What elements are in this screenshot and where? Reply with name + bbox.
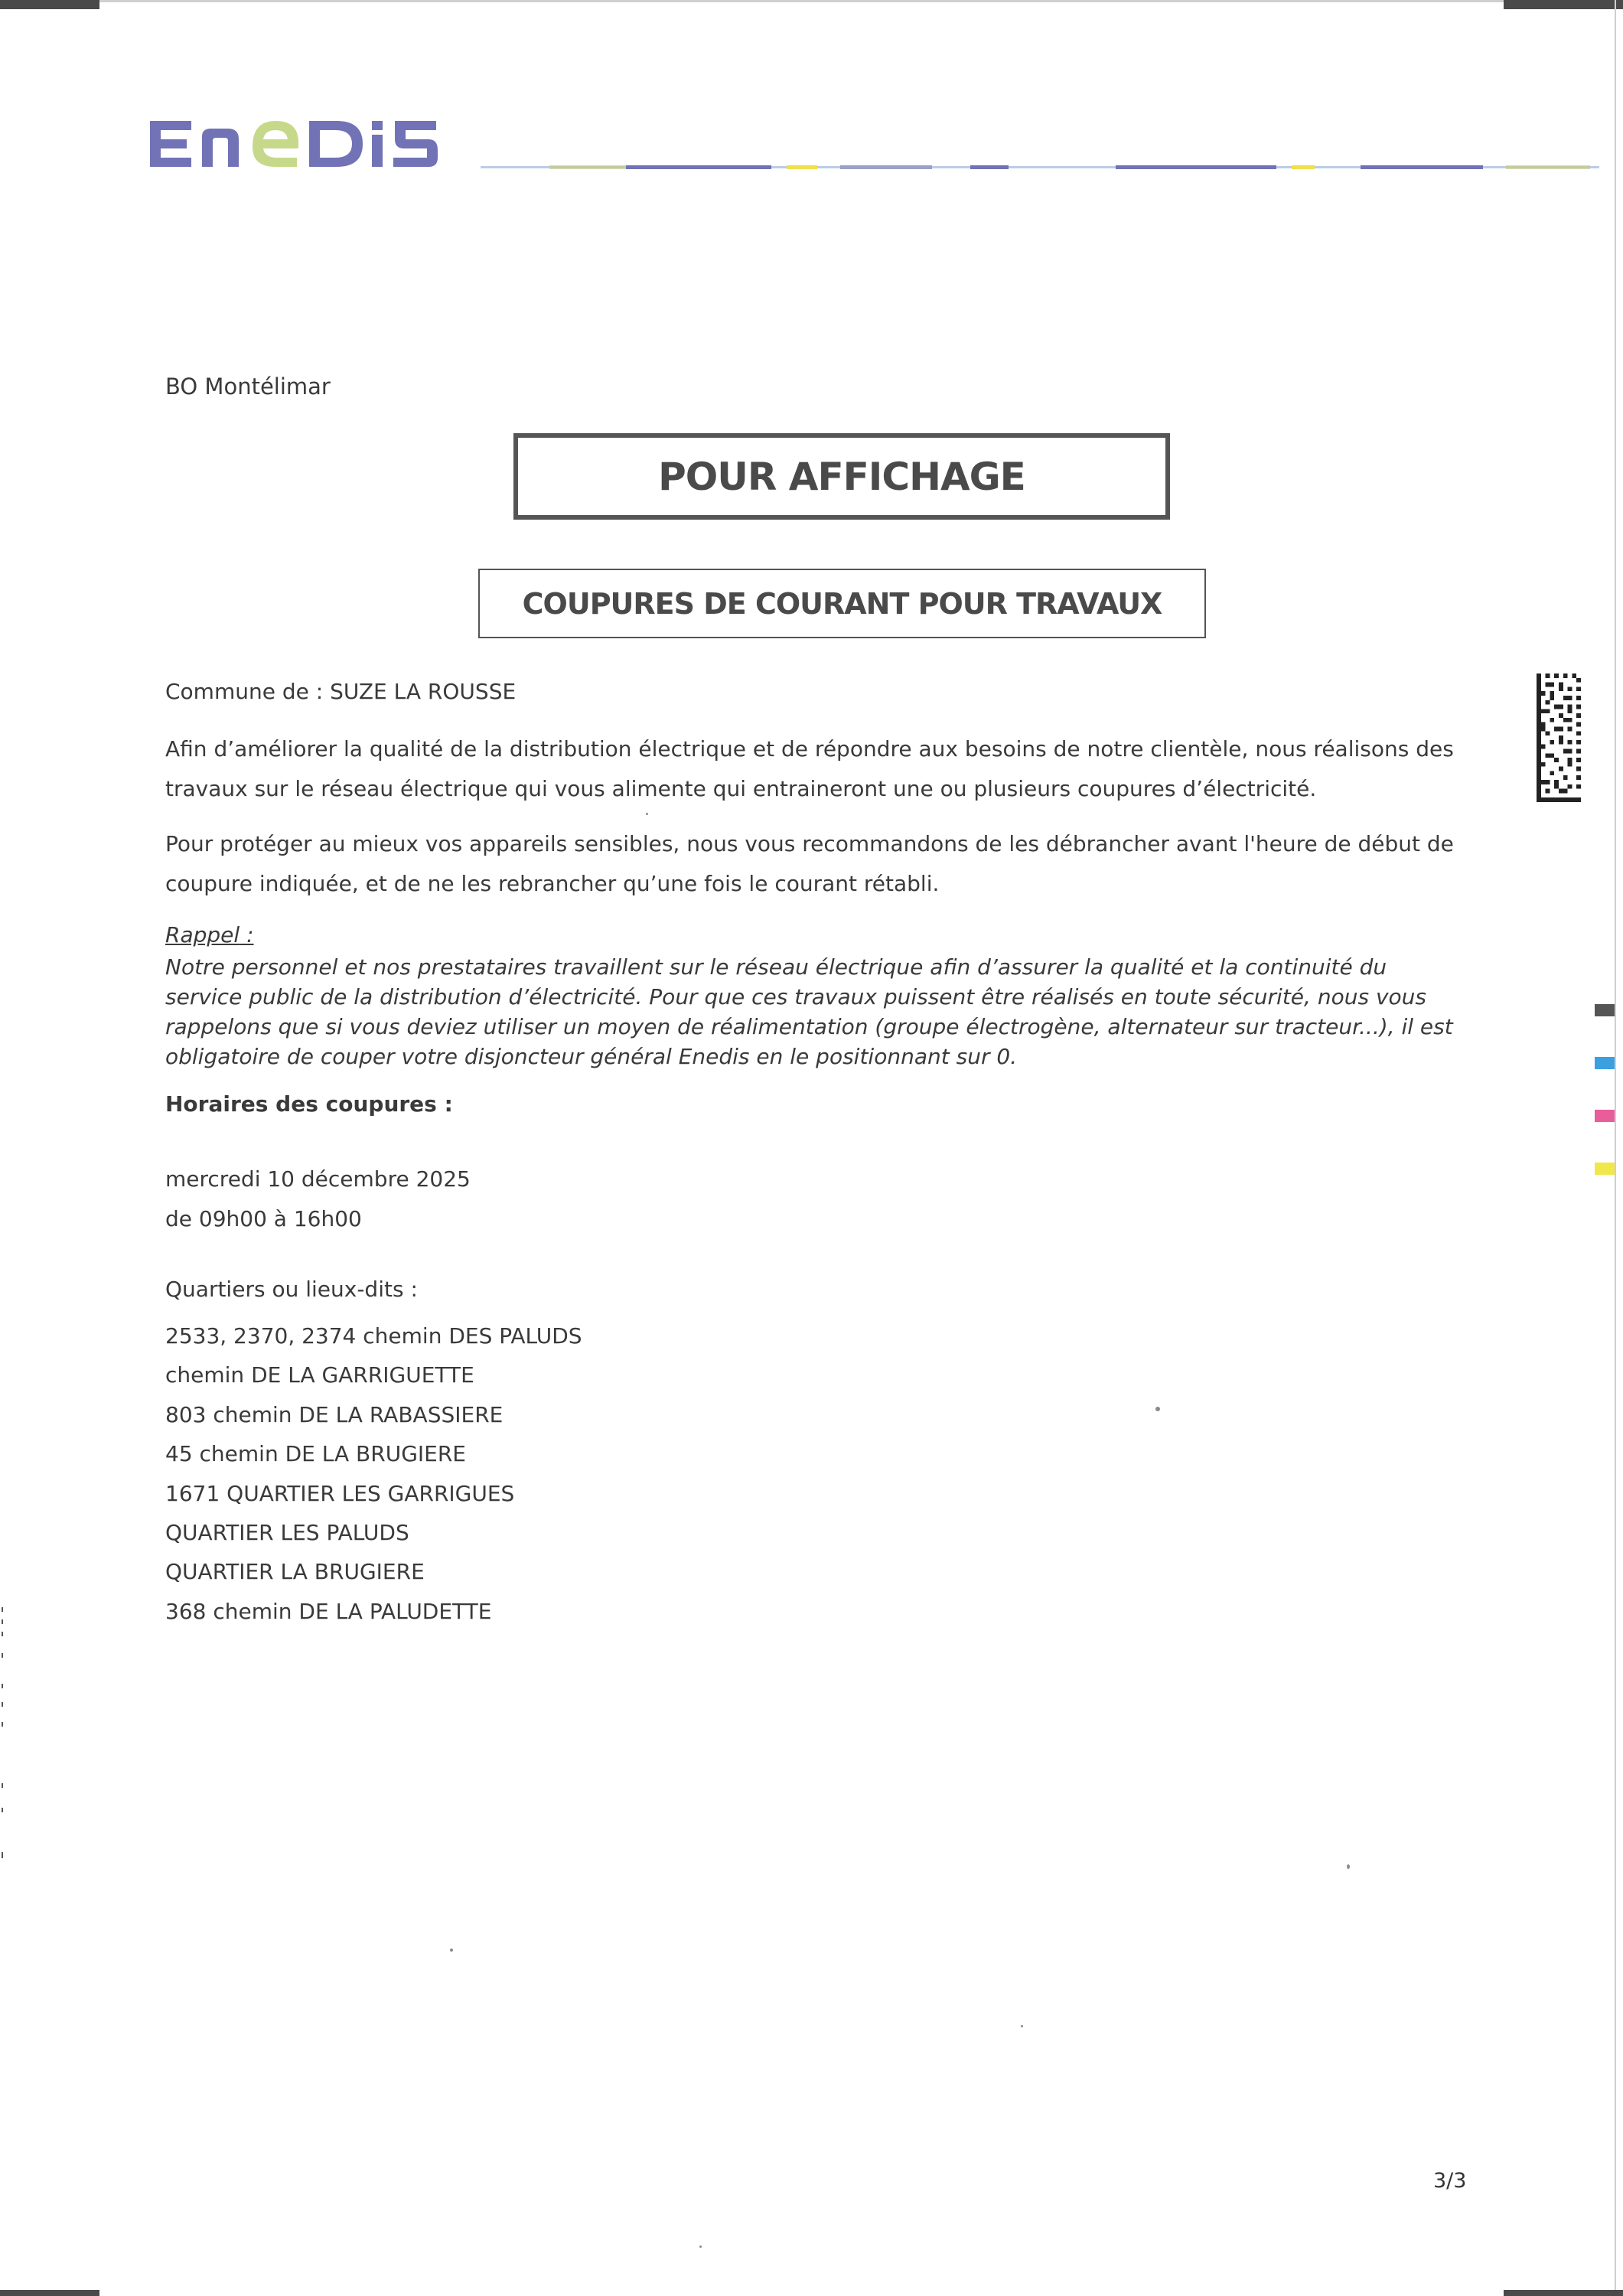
page-title: POUR AFFICHAGE <box>658 454 1025 499</box>
list-item: QUARTIER LES PALUDS <box>165 1519 409 1545</box>
scan-corner-mark <box>0 0 99 9</box>
list-item: 368 chemin DE LA PALUDETTE <box>165 1598 492 1624</box>
datamatrix-code <box>1537 673 1581 802</box>
scan-corner-mark <box>1504 0 1623 9</box>
list-item: 2533, 2370, 2374 chemin DES PALUDS <box>165 1323 582 1349</box>
list-item: QUARTIER LA BRUGIERE <box>165 1559 425 1585</box>
list-item: chemin DE LA GARRIGUETTE <box>165 1362 474 1388</box>
rappel-text: Notre personnel et nos prestataires travaillent sur le réseau électrique afin d’assurer la qualité et la continuité du service public de la distribution d’électricité. Pour que ces travaux puissent être réalisés en toute sécurité, nous vous rappelons que si vous deviez utiliser un moyen de réalimentation (groupe électrogène, alternateur sur tracteur...), il est obligatoire de couper votre disjoncteur général Enedis en le positionnant sur 0. <box>165 954 1453 1069</box>
sender-office: BO Montélimar <box>165 373 331 400</box>
registration-mark-magenta <box>1595 1110 1615 1122</box>
registration-mark-yellow <box>1595 1163 1615 1175</box>
scan-speck <box>1021 2025 1023 2027</box>
page-subtitle: COUPURES DE COURANT POUR TRAVAUX <box>522 586 1162 621</box>
scan-corner-mark <box>1504 2290 1623 2296</box>
registration-mark-black <box>1595 1004 1615 1016</box>
page-number: 3/3 <box>1433 2169 1467 2193</box>
schedule-heading: Horaires des coupures : <box>165 1091 453 1117</box>
places-heading: Quartiers ou lieux-dits : <box>165 1277 418 1302</box>
list-item: 45 chemin DE LA BRUGIERE <box>165 1441 466 1467</box>
rappel-label: Rappel <box>165 922 240 947</box>
scan-speck <box>646 813 648 815</box>
scan-margin-dots <box>0 1607 5 1867</box>
scan-speck <box>450 1949 453 1952</box>
list-item: 1671 QUARTIER LES GARRIGUES <box>165 1480 515 1506</box>
outage-hours: de 09h00 à 16h00 <box>165 1206 362 1231</box>
scan-edge-top <box>0 0 1623 2</box>
scan-speck <box>699 2245 702 2248</box>
scan-edge-right <box>1615 0 1616 2296</box>
subtitle-box <box>478 569 1206 638</box>
registration-mark-cyan <box>1595 1057 1615 1069</box>
enedis-logo <box>145 106 467 182</box>
title-box <box>513 433 1170 520</box>
places-list <box>165 1316 582 1631</box>
list-item: 803 chemin DE LA RABASSIERE <box>165 1401 504 1427</box>
rappel-heading <box>165 922 1481 947</box>
scan-speck <box>1155 1407 1160 1411</box>
intro-paragraph: Afin d’améliorer la qualité de la distribution électrique et de répondre aux besoins de notre clientèle, nous réalisons des travaux sur le réseau électrique qui vous alimente qui entraineront une ou plusieurs coupures d’électricité. <box>165 736 1454 801</box>
scan-speck <box>1347 1864 1350 1869</box>
scan-corner-mark <box>0 2290 99 2296</box>
outage-date: mercredi 10 décembre 2025 <box>165 1166 471 1192</box>
rappel-label-suffix: : <box>240 922 254 947</box>
commune-line: Commune de : SUZE LA ROUSSE <box>165 679 517 704</box>
header-decorative-rule <box>481 164 1599 171</box>
advice-paragraph: Pour protéger au mieux vos appareils sensibles, nous vous recommandons de les débrancher avant l'heure de début de coupure indiquée, et de ne les rebrancher qu’une fois le courant rétabli. <box>165 831 1454 896</box>
